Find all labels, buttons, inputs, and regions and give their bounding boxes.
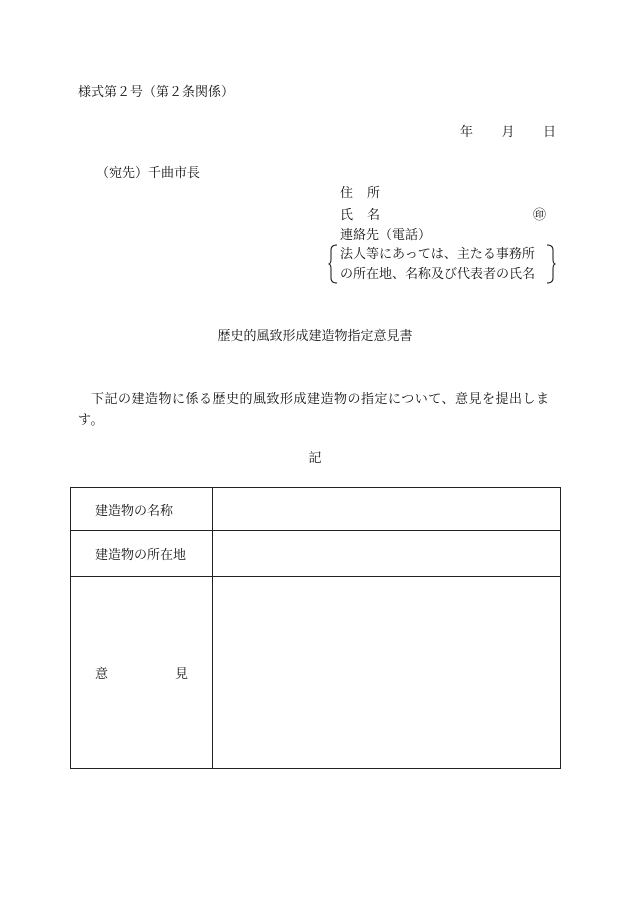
ki-heading: 記	[308, 451, 322, 466]
applicant-name-row	[340, 209, 546, 222]
date-year-label: 年	[460, 125, 474, 140]
table-row	[71, 577, 561, 769]
name-label-char-2: 名	[367, 208, 381, 223]
applicant-name-label	[340, 209, 380, 222]
corporate-note	[328, 244, 556, 284]
note-line-2: の所在地、名称及び代表者の氏名	[340, 267, 536, 282]
opinion-label-char-1: 意	[95, 667, 109, 682]
note-line-1: 法人等にあっては、主たる事務所	[340, 247, 535, 262]
applicant-address-label	[340, 187, 380, 200]
opinion-label-char-2: 見	[174, 667, 188, 682]
date-line	[460, 126, 556, 139]
date-month-label: 月	[501, 125, 515, 140]
date-day-label: 日	[542, 125, 556, 140]
table-row	[71, 488, 561, 531]
building-name-field[interactable]	[213, 488, 561, 531]
building-location-label-cell	[71, 531, 213, 577]
addressee: （宛先）千曲市長	[96, 166, 201, 181]
seal-mark-icon: ㊞	[532, 208, 546, 223]
opinion-table	[70, 487, 561, 769]
address-label-char-2: 所	[367, 186, 381, 201]
name-label-char-1: 氏	[340, 208, 354, 223]
document-title: 歴史的風致形成建造物指定意見書	[217, 329, 413, 344]
building-name-label: 建造物の名称	[95, 503, 174, 519]
opinion-label-cell	[71, 577, 213, 769]
body-text: 下記の建造物に係る歴史的風致形成建造物の指定について、意見を提出します。	[78, 392, 550, 428]
building-location-field[interactable]	[213, 531, 561, 577]
address-label-char-1: 住	[340, 186, 354, 201]
applicant-contact-label: 連絡先（電話）	[340, 228, 432, 243]
building-location-label: 建造物の所在地	[95, 548, 187, 563]
table-row	[71, 531, 561, 577]
building-name-label-cell	[71, 488, 213, 531]
opinion-label	[71, 663, 212, 682]
opinion-field[interactable]	[213, 577, 561, 769]
form-number: 様式第２号（第２条関係）	[78, 85, 235, 100]
